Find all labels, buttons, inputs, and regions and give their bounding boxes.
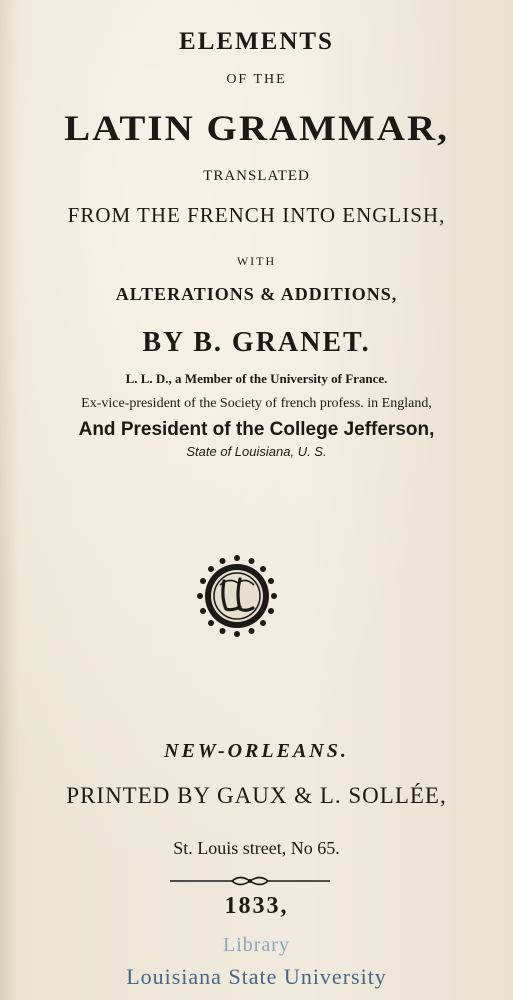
imprint-year: 1833, [224, 893, 289, 919]
title-alterations: ALTERATIONS & ADDITIONS, [115, 284, 398, 304]
title-from-french: FROM THE FRENCH INTO ENGLISH, [67, 203, 446, 227]
library-stamp-line-1: Library [223, 934, 290, 956]
ornamental-rule-icon [170, 874, 330, 888]
title-latin-grammar: LATIN GRAMMAR, [64, 108, 449, 149]
imprint-address: St. Louis street, No 65. [173, 838, 340, 858]
title-elements: ELEMENTS [179, 28, 334, 55]
title-translated: TRANSLATED [203, 168, 310, 184]
imprint-city: NEW-ORLEANS. [164, 740, 349, 762]
title-with: WITH [236, 254, 277, 268]
monogram-seal-icon [196, 555, 278, 637]
imprint-printer: PRINTED BY GAUX & L. SOLLÉE, [66, 783, 447, 808]
title-of-the: OF THE [226, 72, 287, 87]
author-credential-2: Ex-vice-president of the Society of french profess. in England, [81, 396, 432, 411]
author-credential-4: State of Louisiana, U. S. [186, 444, 327, 459]
author-credential-1: L. L. D., a Member of the University of France. [125, 371, 388, 386]
author-by-line: BY B. GRANET. [142, 327, 371, 358]
author-credential-3: And President of the College Jefferson, [78, 419, 435, 440]
library-stamp-line-2: Louisiana State University [126, 964, 387, 989]
